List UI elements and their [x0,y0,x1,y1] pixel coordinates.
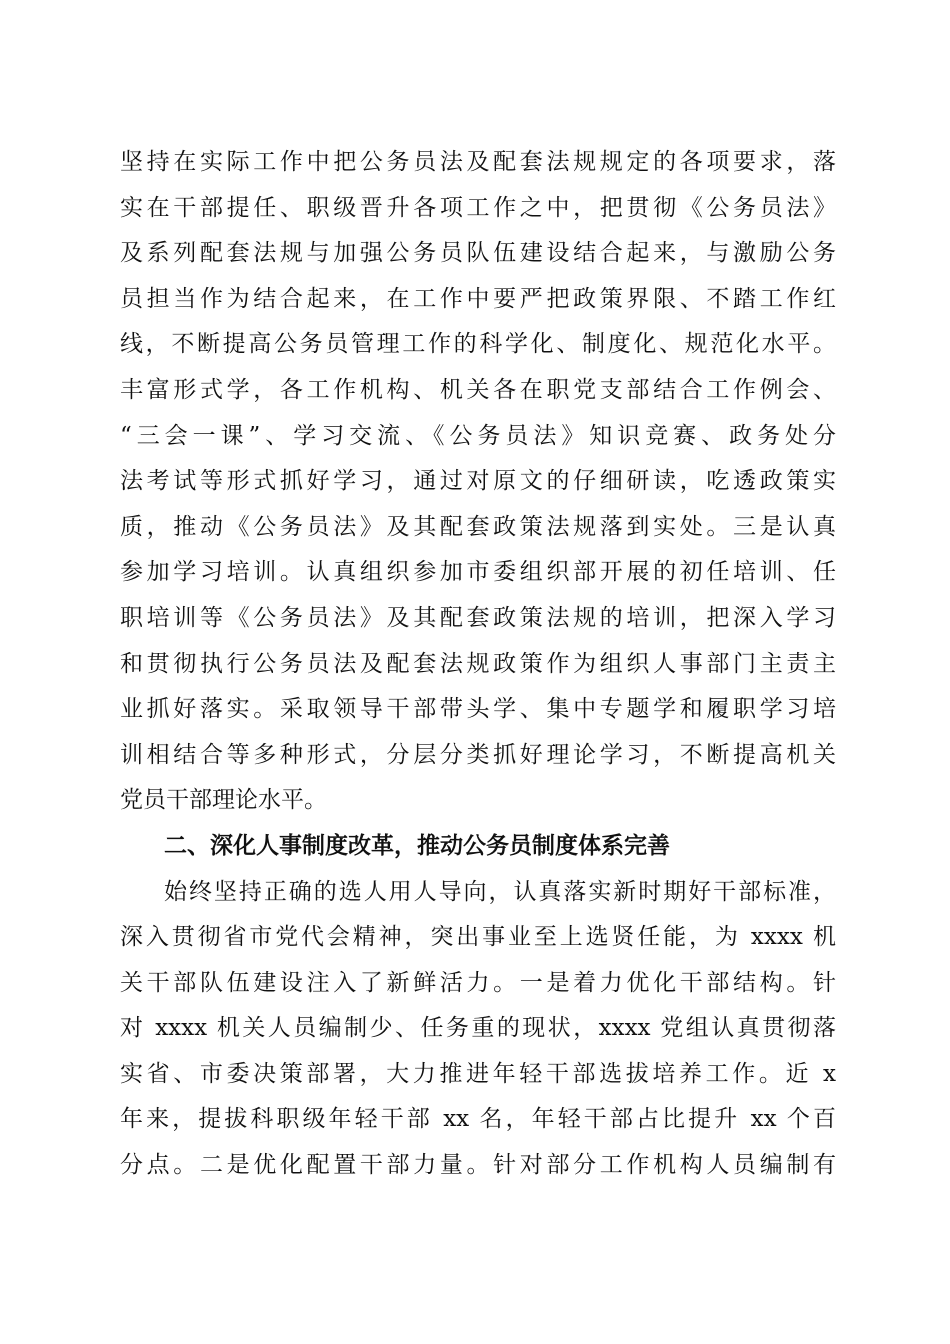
text-line: 职培训等《公务员法》及其配套政策法规的培训，把深入学习 [120,604,836,631]
paragraph-2 [120,870,836,1189]
text-line: 业抓好落实。采取领导干部带头学、集中专题学和履职学习培 [120,696,836,723]
text-line: 线，不断提高公务员管理工作的科学化、制度化、规范化水平。 [120,331,836,358]
text-line: 和贯彻执行公务员法及配套法规政策作为组织人事部门主责主 [120,650,836,677]
text-line: 及系列配套法规与加强公务员队伍建设结合起来，与激励公务 [120,240,836,267]
text-line: 训相结合等多种形式，分层分类抓好理论学习，不断提高机关 [120,741,836,768]
text-line: 员担当作为结合起来，在工作中要严把政策界限、不踏工作红 [120,285,836,312]
text-line: 始终坚持正确的选人用人导向，认真落实新时期好干部标准， [164,878,836,905]
text-line: 坚持在实际工作中把公务员法及配套法规规定的各项要求，落 [120,149,836,175]
text-line: 分点。二是优化配置干部力量。针对部分工作机构人员编制有 [120,1152,836,1179]
text-line: 实在干部提任、职级晋升各项工作之中，把贯彻《公务员法》 [120,194,836,221]
text-line: 参加学习培训。认真组织参加市委组织部开展的初任培训、任 [120,559,836,586]
text-line: 法考试等形式抓好学习，通过对原文的仔细研读，吃透政策实 [120,468,836,495]
text-line: 实省、市委决策部署，大力推进年轻干部选拔培养工作。近 x [120,1060,836,1087]
text-line: 党员干部理论水平。 [120,787,327,814]
text-line: “三会一课”、学习交流、《公务员法》知识竞赛、政务处分 [120,422,836,449]
text-line: 对 xxxx 机关人员编制少、任务重的现状，xxxx 党组认真贯彻落 [120,1015,836,1042]
text-line: 深入贯彻省市党代会精神，突出事业至上选贤任能，为 xxxx 机 [120,924,836,951]
text-line: 关干部队伍建设注入了新鲜活力。一是着力优化干部结构。针 [120,969,836,996]
paragraph-1 [120,140,836,824]
section-heading: 二、深化人事制度改革，推动公务员制度体系完善 [164,832,670,859]
text-line: 质，推动《公务员法》及其配套政策法规落到实处。三是认真 [120,513,836,540]
text-line: 丰富形式学，各工作机构、机关各在职党支部结合工作例会、 [120,376,836,403]
document-page [120,140,836,1189]
text-line: 年来，提拔科职级年轻干部 xx 名，年轻干部占比提升 xx 个百 [120,1106,836,1133]
